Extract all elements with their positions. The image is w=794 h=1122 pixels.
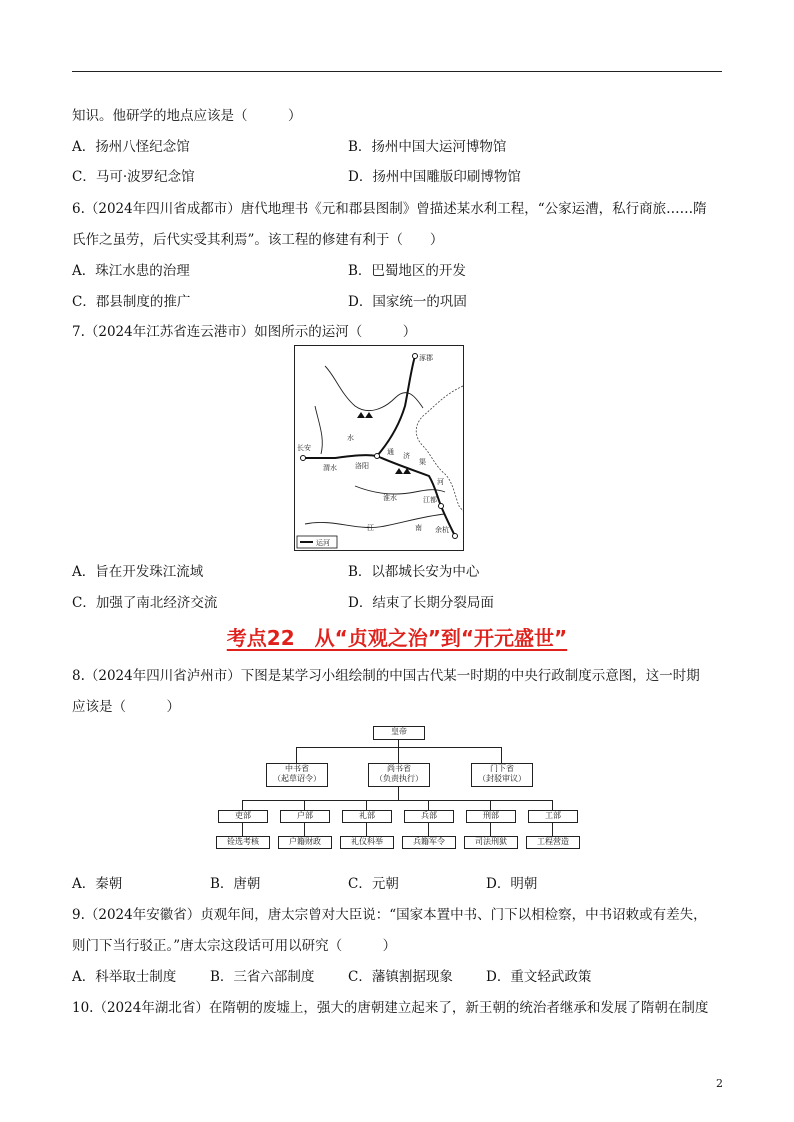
q9-stem-line2: 则门下当行驳正。”唐太宗这段话可用以研究（ ） bbox=[72, 938, 397, 954]
connector bbox=[490, 822, 491, 836]
shangshu-role: （负责执行） bbox=[375, 774, 423, 783]
q8-option-d[interactable]: D．明朝 bbox=[486, 876, 538, 892]
label-he: 河 bbox=[437, 478, 444, 486]
canal-yongji bbox=[377, 356, 415, 456]
connector bbox=[490, 800, 491, 810]
connector bbox=[242, 800, 243, 810]
ministry-node: 刑部 bbox=[466, 810, 516, 823]
label-yuhang: 余杭 bbox=[435, 526, 449, 534]
q5-option-b[interactable]: B．扬州中国大运河博物馆 bbox=[348, 139, 507, 155]
connector bbox=[242, 822, 243, 836]
label-nan: 南 bbox=[415, 524, 422, 532]
connector bbox=[398, 739, 399, 747]
ministry-duty: 铨选考核 bbox=[216, 836, 270, 849]
yuhang-dot bbox=[453, 534, 458, 539]
q6-option-b[interactable]: B．巴蜀地区的开发 bbox=[348, 263, 466, 279]
menxia-label: 门下省 bbox=[490, 764, 514, 773]
ministry-duty: 工程营造 bbox=[526, 836, 580, 849]
emperor-label: 皇帝 bbox=[391, 727, 407, 736]
label-weishui: 渭水 bbox=[323, 464, 337, 472]
q7-option-c[interactable]: C．加强了南北经济交流 bbox=[72, 595, 218, 611]
connector bbox=[428, 822, 429, 836]
ministry-node: 兵部 bbox=[404, 810, 454, 823]
yangtze-river bbox=[305, 514, 445, 528]
connector bbox=[552, 822, 553, 836]
grand-canal-map bbox=[294, 345, 464, 551]
menxia-node bbox=[471, 763, 533, 787]
q10-stem-line1: 10.（2024年湖北省）在隋朝的废墟上，强大的唐朝建立起来了，新王朝的统治者继承和发展了隋朝在制度 bbox=[72, 1000, 709, 1016]
q6-option-c[interactable]: C．郡县制度的推广 bbox=[72, 294, 191, 310]
q6-option-a[interactable]: A．珠江水患的治理 bbox=[72, 263, 190, 279]
jiangdu-dot bbox=[439, 504, 444, 509]
legend-label: 运河 bbox=[316, 539, 330, 547]
canal-map-svg bbox=[295, 346, 463, 550]
changan-dot bbox=[301, 456, 306, 461]
q8-stem-line2: 应该是（ ） bbox=[72, 699, 180, 715]
emperor-node bbox=[373, 726, 425, 740]
page-number: 2 bbox=[716, 1077, 723, 1090]
zhongshu-label: 中书省 bbox=[285, 764, 309, 773]
q9-option-d[interactable]: D．重文轻武政策 bbox=[486, 969, 592, 985]
huai-river bbox=[355, 486, 445, 494]
q7-option-d[interactable]: D．结束了长期分裂局面 bbox=[348, 595, 494, 611]
label-jiang: 江 bbox=[367, 524, 374, 532]
zhuojun-dot bbox=[413, 354, 418, 359]
q7-stem: 7.（2024年江苏省连云港市）如图所示的运河（ ） bbox=[72, 324, 417, 340]
q8-option-b[interactable]: B．唐朝 bbox=[210, 876, 261, 892]
connector bbox=[304, 800, 305, 810]
ministry-node: 工部 bbox=[528, 810, 578, 823]
label-tong: 通 bbox=[387, 448, 394, 456]
menxia-role: （封驳审议） bbox=[478, 774, 526, 783]
coastline bbox=[416, 386, 463, 511]
ministry-node: 礼部 bbox=[342, 810, 392, 823]
label-changan: 长安 bbox=[297, 444, 311, 452]
ministry-node: 户部 bbox=[280, 810, 330, 823]
q5-option-a[interactable]: A．扬州八怪纪念馆 bbox=[72, 139, 190, 155]
q6-stem-line2: 氏作之虽劳，后代实受其利焉”。该工程的修建有利于（ ） bbox=[72, 232, 444, 248]
shangshu-node bbox=[368, 763, 430, 787]
q5-option-c[interactable]: C．马可·波罗纪念馆 bbox=[72, 169, 195, 185]
label-zhuojun: 涿郡 bbox=[419, 354, 433, 362]
connector bbox=[366, 800, 367, 810]
ministry-duty: 司法刑狱 bbox=[464, 836, 518, 849]
q9-option-c[interactable]: C．藩镇割据现象 bbox=[348, 969, 453, 985]
three-departments-six-ministries-chart bbox=[218, 724, 578, 854]
header-rule bbox=[72, 71, 722, 72]
section-title: 考点22 从“贞观之治”到“开元盛世” bbox=[226, 626, 568, 650]
ministry-duty: 户籍财政 bbox=[278, 836, 332, 849]
label-qu: 渠 bbox=[419, 458, 426, 466]
canal-guangtong bbox=[303, 455, 377, 458]
label-luoyang: 洛阳 bbox=[355, 462, 369, 470]
ministry-duty: 礼仪科举 bbox=[340, 836, 394, 849]
q8-option-c[interactable]: C．元朝 bbox=[348, 876, 399, 892]
label-shui: 水 bbox=[347, 434, 354, 442]
q5-tail: 知识。他研学的地点应该是（ ） bbox=[72, 108, 302, 124]
connector bbox=[398, 747, 399, 763]
connector bbox=[552, 800, 553, 810]
river-west bbox=[315, 406, 322, 454]
label-jiangdu: 江都 bbox=[423, 496, 437, 504]
granary-north-icon bbox=[357, 412, 373, 418]
connector bbox=[501, 747, 502, 763]
zhongshu-role: （起草诏令） bbox=[273, 774, 321, 783]
ministry-node: 吏部 bbox=[218, 810, 268, 823]
ministry-duty: 兵籍军令 bbox=[402, 836, 456, 849]
connector bbox=[428, 800, 429, 810]
q5-option-d[interactable]: D．扬州中国雕版印刷博物馆 bbox=[348, 169, 521, 185]
connector bbox=[398, 786, 399, 800]
q9-option-b[interactable]: B．三省六部制度 bbox=[210, 969, 315, 985]
shangshu-label: 尚书省 bbox=[387, 764, 411, 773]
connector bbox=[304, 822, 305, 836]
connector bbox=[366, 822, 367, 836]
q6-stem-line1: 6.（2024年四川省成都市）唐代地理书《元和郡县图制》曾描述某水利工程，“公家运漕，私行商旅……隋 bbox=[72, 201, 707, 217]
q9-option-a[interactable]: A．科举取士制度 bbox=[72, 969, 177, 985]
q9-stem-line1: 9.（2024年安徽省）贞观年间，唐太宗曾对大臣说：“国家本置中书、门下以相检察，中书诏敕或有差失， bbox=[72, 907, 707, 923]
connector bbox=[296, 747, 297, 763]
q8-stem-line1: 8.（2024年四川省泸州市）下图是某学习小组绘制的中国古代某一时期的中央行政制度示意图，这一时期 bbox=[72, 668, 700, 684]
q8-option-a[interactable]: A．秦朝 bbox=[72, 876, 123, 892]
label-huaishui: 淮水 bbox=[383, 494, 397, 502]
q6-option-d[interactable]: D．国家统一的巩固 bbox=[348, 294, 467, 310]
connector bbox=[242, 800, 553, 801]
label-ji: 济 bbox=[403, 452, 410, 460]
q7-option-a[interactable]: A．旨在开发珠江流域 bbox=[72, 564, 204, 580]
luoyang-dot bbox=[375, 454, 380, 459]
zhongshu-node bbox=[266, 763, 328, 787]
q7-option-b[interactable]: B．以都城长安为中心 bbox=[348, 564, 480, 580]
